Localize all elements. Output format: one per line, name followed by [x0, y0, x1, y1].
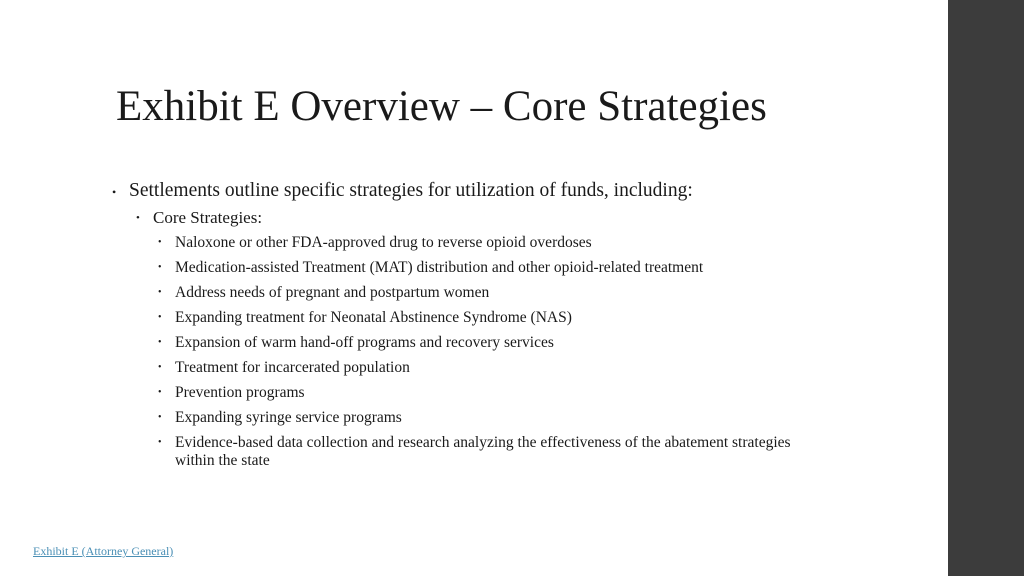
bullet-icon: • [158, 312, 162, 323]
bullet-icon: • [158, 262, 162, 273]
bullet-icon: • [158, 237, 162, 248]
strategy-text: Evidence-based data collection and research analyzing the effectiveness of the abatement strategies within the state [175, 434, 791, 469]
main-bullet-point [112, 178, 812, 204]
strategy-text: Expanding syringe service programs [175, 409, 402, 426]
bullet-icon: • [112, 185, 117, 199]
strategy-text: Address needs of pregnant and postpartum women [175, 284, 490, 301]
list-item [158, 384, 808, 402]
slide-content [112, 178, 812, 477]
bullet-icon: • [158, 362, 162, 373]
list-item [158, 284, 808, 302]
slide-title: Exhibit E Overview – Core Strategies [116, 83, 767, 130]
strategy-text: Naloxone or other FDA-approved drug to reverse opioid overdoses [175, 234, 592, 251]
bullet-icon: • [158, 337, 162, 348]
strategy-text: Medication-assisted Treatment (MAT) distribution and other opioid-related treatment [175, 259, 704, 276]
list-item [158, 234, 808, 252]
bullet-icon: • [158, 437, 162, 448]
main-bullet-text: Settlements outline specific strategies for utilization of funds, including: [129, 180, 693, 201]
strategy-list [158, 234, 808, 470]
sub-bullet-point [136, 206, 812, 230]
bullet-icon: • [136, 212, 140, 224]
strategy-text: Expansion of warm hand-off programs and recovery services [175, 334, 554, 351]
list-item [158, 334, 808, 352]
side-bar [948, 0, 1024, 576]
list-item [158, 359, 808, 377]
strategy-text: Treatment for incarcerated population [175, 359, 410, 376]
list-item [158, 409, 808, 427]
bullet-icon: • [158, 412, 162, 423]
bullet-icon: • [158, 287, 162, 298]
strategy-text: Prevention programs [175, 384, 305, 401]
list-item [158, 434, 808, 470]
bullet-icon: • [158, 387, 162, 398]
strategy-text: Expanding treatment for Neonatal Abstinence Syndrome (NAS) [175, 309, 572, 326]
exhibit-e-link[interactable]: Exhibit E (Attorney General) [33, 544, 174, 558]
list-item [158, 309, 808, 327]
list-item [158, 259, 808, 277]
sub-bullet-text: Core Strategies: [153, 208, 263, 227]
